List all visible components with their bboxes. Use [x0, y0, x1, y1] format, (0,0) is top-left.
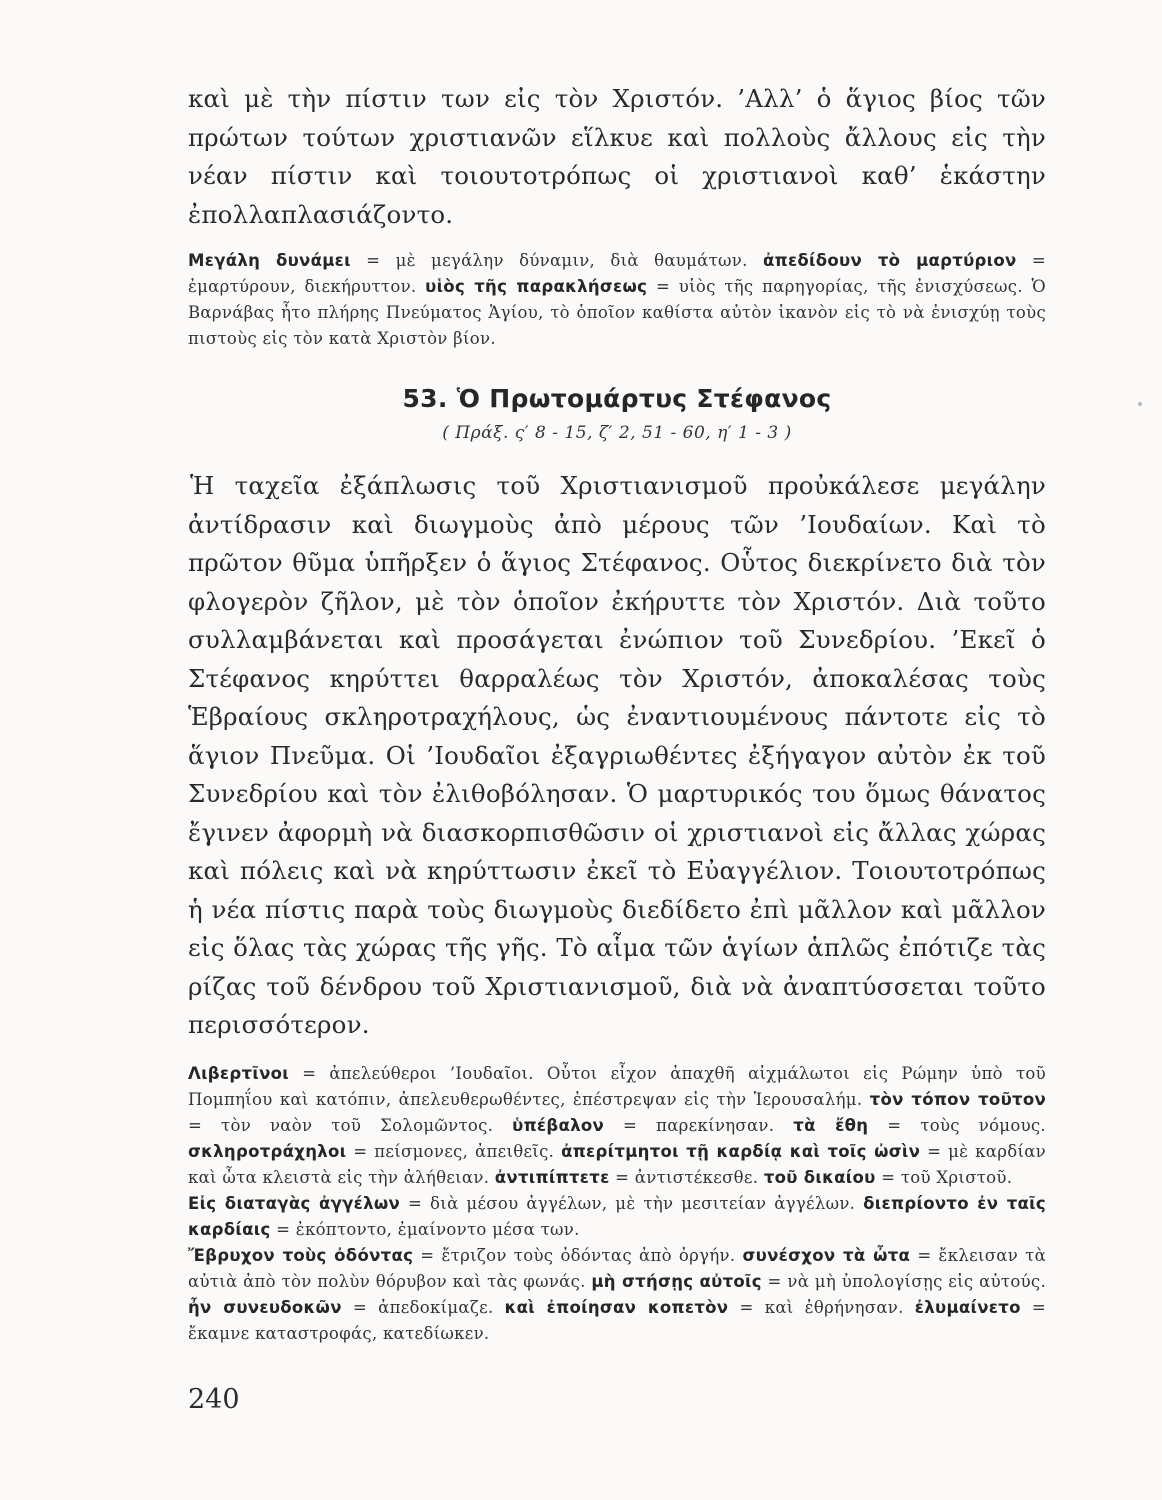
note-definition: = ἐμαρτύρουν, διεκήρυττον.: [188, 251, 1046, 296]
intro-paragraph: καὶ μὲ τὴν πίστιν των εἰς τὸν Χριστόν. ’Αλλ’ ὁ ἅγιος βίος τῶν πρώτων τούτων χριστιανῶν εἵλκυε καὶ πολλοὺς ἄλλους εἰς τὴν νέαν πίστιν καὶ τοιουτοτρόπως οἱ χριστιανοὶ καθ’ ἑκάστην ἐπολλαπλασιάζοντο.: [188, 84, 1046, 229]
note-definition: = μὲ μεγάλην δύναμιν, διὰ θαυμάτων.: [350, 251, 763, 270]
note-term: τοῦ δικαίου: [763, 1167, 876, 1187]
note-term: ἀπεδίδουν τὸ μαρτύριον: [762, 251, 1017, 270]
note-definition: = νὰ μὴ ὑπολογίσῃς εἰς αὐτούς.: [761, 1271, 1046, 1291]
note-definition: = ἔκαμνε καταστροφάς, κατεδίωκεν.: [188, 1297, 1046, 1343]
note-definition: = διὰ μέσου ἀγγέλων, μὲ τὴν μεσιτείαν ἀγγέλων.: [400, 1193, 864, 1213]
note-definition: = τοὺς νόμους.: [868, 1115, 1046, 1135]
note-term: Εἰς διαταγὰς ἀγγέλων: [188, 1193, 401, 1213]
note-definition: = ἀπελεύθεροι ’Ιουδαῖοι. Οὗτοι εἶχον ἀπαχθῆ αἰχμάλωτοι εἰς Ρώμην ὑπὸ τοῦ Πομπηΐου καὶ κατόπιν, ἀπελευθερωθέντες, ἐπέστρεψαν εἰς τὴν Ἱερουσαλήμ.: [188, 1063, 1046, 1109]
scripture-reference: ( Πράξ. ς′ 8 - 15, ζ′ 2, 51 - 60, η′ 1 - 3 ): [442, 423, 792, 443]
note-term: ἐλυμαίνετο: [914, 1297, 1021, 1317]
note-definition: = παρεκίνησαν.: [604, 1115, 794, 1135]
section-title: 53. Ὁ Πρωτομάρτυς Στέφανος: [402, 384, 832, 413]
note-term: Ἔβρυχον τοὺς ὀδόντας: [188, 1245, 414, 1265]
note-definition: = ἔκλεισαν τὰ αὐτιὰ ἀπὸ τὸν πολὺν θόρυβον καὶ τὰς φωνάς.: [188, 1245, 1047, 1291]
note-term: υἱὸς τῆς παρακλήσεως: [425, 277, 648, 296]
note-definition: = μὲ καρδίαν καὶ ὦτα κλειστὰ εἰς τὴν ἀλήθειαν.: [188, 1141, 1046, 1187]
note-definition: = τοῦ Χριστοῦ.: [875, 1167, 1013, 1187]
main-paragraph: Ἡ ταχεῖα ἐξάπλωσις τοῦ Χριστιανισμοῦ προὐκάλεσε μεγάλην ἀντίδρασιν καὶ διωγμοὺς ἀπὸ μέρους τῶν ’Ιουδαίων. Καὶ τὸ πρῶτον θῦμα ὑπῆρξεν ὁ ἅγιος Στέφανος. Οὗτος διεκρίνετο διὰ τὸν φλογερὸν ζῆλον, μὲ τὸν ὁποῖον ἐκήρυττε τὸν Χριστόν. Διὰ τοῦτο συλλαμβάνεται καὶ προσάγεται ἐνώπιον τοῦ Συνεδρίου. ’Εκεῖ ὁ Στέφανος κηρύττει θαρραλέως τὸν Χριστόν, ἀποκαλέσας τοὺς Ἑβραίους σκληροτραχήλους, ὡς ἐναντιουμένους πάντοτε εἰς τὸ ἅγιον Πνεῦμα. Οἱ ’Ιουδαῖοι ἐξαγριωθέντες ἐξήγαγον αὐτὸν ἐκ τοῦ Συνεδρίου καὶ τὸν ἐλιθοβόλησαν. Ὁ μαρτυρικός του ὅμως θάνατος ἔγινεν ἀφορμὴ νὰ διασκορπισθῶσιν οἱ χριστιανοὶ εἰς ἄλλας χώρας καὶ πόλεις καὶ νὰ κηρύττωσιν ἐκεῖ τὸ Εὐαγγέλιον. Τοιουτοτρόπως ἡ νέα πίστις παρὰ τοὺς διωγμοὺς διεδίδετο ἐπὶ μᾶλλον καὶ μᾶλλον εἰς ὅλας τὰς χώρας τῆς γῆς. Τὸ αἷμα τῶν ἁγίων ἁπλῶς ἐπότιζε τὰς ρίζας τοῦ δένδρου τοῦ Χριστιανισμοῦ, διὰ νὰ ἀναπτύσσεται τοῦτο περισσότερον.: [188, 471, 1046, 1039]
note-term: σκληροτράχηλοι: [188, 1141, 347, 1161]
note-term: καὶ ἐποίησαν κοπετὸν: [504, 1297, 729, 1317]
note-term: τὸν τόπον τοῦτον: [869, 1089, 1047, 1109]
glossary-notes-1: [188, 248, 1046, 352]
paper-speck: [1138, 402, 1142, 406]
note-term: μὴ στήσῃς αὐτοῖς: [591, 1271, 762, 1291]
note-term: συνέσχον τὰ ὦτα: [742, 1245, 911, 1265]
note-term: ἀντιπίπτετε: [494, 1167, 610, 1187]
note-definition: = ἔτριζον τοὺς ὀδόντας ἀπὸ ὀργήν.: [413, 1245, 743, 1265]
note-term: Μεγάλη δυνάμει: [188, 251, 351, 270]
note-definition: = τὸν ναὸν τοῦ Σολομῶντος.: [188, 1115, 513, 1135]
note-definition: = ἐκόπτοντο, ἐμαίνοντο μέσα των.: [270, 1219, 580, 1239]
note-definition: = ἀπεδοκίμαζε.: [341, 1297, 505, 1317]
note-definition: = ἀντιστέκεσθε.: [609, 1167, 764, 1187]
glossary-notes-2: [188, 1061, 1046, 1347]
note-definition: = καὶ ἐθρήνησαν.: [728, 1297, 915, 1317]
note-definition: = πείσμονες, ἀπειθεῖς.: [346, 1141, 562, 1161]
page-content: [188, 80, 1046, 1347]
note-term: ὑπέβαλον: [512, 1115, 605, 1135]
note-term: Λιβερτῖνοι: [188, 1063, 289, 1083]
page-number: 240: [188, 1384, 240, 1415]
note-term: ἀπερίτμητοι τῇ καρδίᾳ καὶ τοῖς ὠσὶν: [561, 1141, 921, 1161]
note-term: τὰ ἔθη: [793, 1115, 869, 1135]
note-term: διεπρίοντο ἐν ταῖς καρδίαις: [188, 1193, 1046, 1239]
note-definition: = υἱὸς τῆς παρηγορίας, τῆς ἐνισχύσεως. Ὁ Βαρνάβας ἦτο πλήρης Πνεύματος Ἁγίου, τὸ ὁποῖον καθίστα αὐτὸν ἱκανὸν εἰς τὸ νὰ ἐνισχύῃ τοὺς πιστοὺς εἰς τὸν κατὰ Χριστὸν βίον.: [188, 277, 1046, 348]
note-term: ἦν συνευδοκῶν: [188, 1297, 342, 1317]
